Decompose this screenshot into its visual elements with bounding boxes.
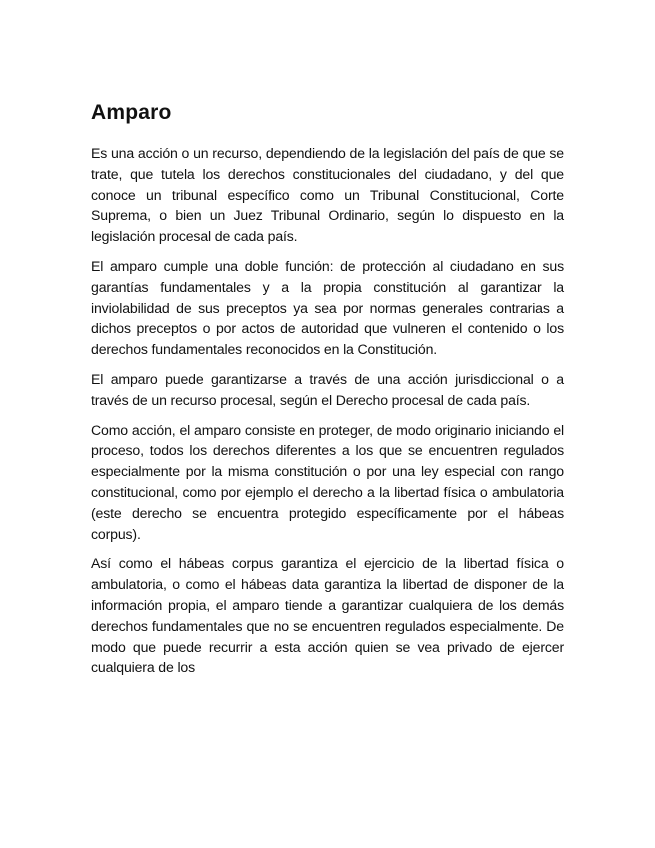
document-page — [91, 100, 564, 687]
paragraph-as-action: Como acción, el amparo consiste en proteger, de modo originario iniciando el proceso, todos los derechos diferentes a los que se encuentren regulados especialmente por la misma constitución o por una ley especial con rango constitucional, como por ejemplo el derecho a la libertad física o ambulatoria (este derecho se encuentra protegido específicamente por el hábeas corpus). — [91, 421, 564, 542]
paragraph-definition: Es una acción o un recurso, dependiendo de la legislación del país de que se trate, que tutela los derechos constitucionales del ciudadano, y del que conoce un tribunal específico como un Tribunal Constitucional, Corte Suprema, o bien un Juez Tribunal Ordinario, según lo dispuesto en la legislación procesal de cada país. — [91, 145, 564, 245]
paragraph-guarantee: El amparo puede garantizarse a través de una acción jurisdiccional o a través de un recurso procesal, según el Derecho procesal de cada país. — [91, 370, 564, 408]
paragraph-habeas-corpus: Así como el hábeas corpus garantiza el ejercicio de la libertad física o ambulatoria, o como el hábeas data garantiza la libertad de disponer de la información propia, el amparo tiende a garantizar cualquiera de los demás derechos fundamentales que no se encuentren regulados especialmente. De modo que puede recurrir a esta acción quien se vea privado de ejercer cualquiera de los — [91, 555, 564, 676]
document-title: Amparo — [91, 101, 172, 124]
paragraph-double-function: El amparo cumple una doble función: de protección al ciudadano en sus garantías fundamentales y a la propia constitución al garantizar la inviolabilidad de sus preceptos ya sea por normas generales contrarias a dichos preceptos o por actos de autoridad que vulneren el contenido o los derechos fundamentales reconocidos en la Constitución. — [91, 257, 564, 358]
